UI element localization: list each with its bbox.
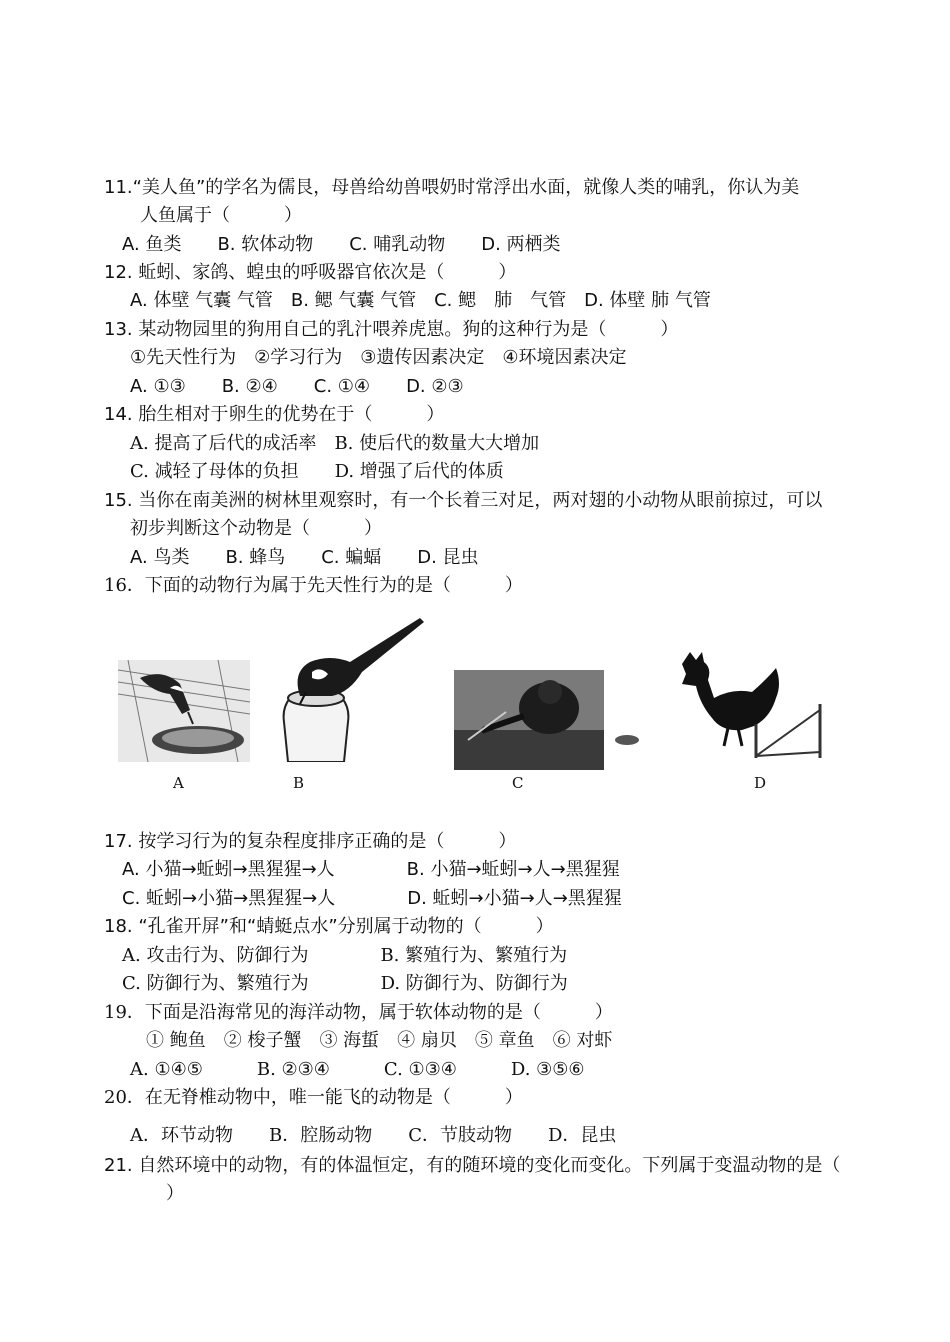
question-13-items: ①先天性行为 ②学习行为 ③遗传因素决定 ④环境因素决定 [130, 347, 627, 368]
question-18-options-row2: C. 防御行为、繁殖行为 D. 防御行为、防御行为 [122, 973, 568, 994]
question-20-text: 20．在无脊椎动物中，唯一能飞的动物是（ ） [104, 1087, 523, 1108]
bird-bottle-illustration [270, 612, 426, 762]
question-15-text: 15. 当你在南美洲的树林里观察时，有一个长着三对足，两对翅的小动物从眼前掠过，可以 [104, 490, 823, 511]
question-17-options-row2: C. 蚯蚓→小猫→黑猩猩→人 D. 蚯蚓→小猫→人→黑猩猩 [122, 888, 622, 909]
question-18-text: 18. “孔雀开屏”和“蜻蜓点水”分别属于动物的（ ） [104, 916, 554, 937]
question-12-options: A. 体壁 气囊 气管 B. 鳃 气囊 气管 C. 鳃 肺 气管 D. 体壁 肺 气管 [130, 290, 711, 311]
question-11-options: A. 鱼类 B. 软体动物 C. 哺乳动物 D. 两栖类 [122, 234, 561, 255]
chimpanzee-illustration [454, 670, 604, 770]
question-13-options: A. ①③ B. ②④ C. ①④ D. ②③ [130, 376, 464, 397]
question-14-options-row2: C. 减轻了母体的负担 D. 增强了后代的体质 [130, 461, 504, 482]
question-19-options: A. ①④⑤ B. ②③④ C. ①③④ D. ③⑤⑥ [130, 1059, 585, 1080]
food-bowl-icon [614, 732, 640, 746]
figure-b-bird-bottle [270, 612, 426, 762]
question-11-text-cont: 人鱼属于（ ） [140, 205, 302, 226]
question-11-text: 11.“美人鱼”的学名为儒艮，母兽给幼兽喂奶时常浮出水面，就像人类的哺乳，你认为美 [104, 177, 800, 198]
rooster-illustration [672, 648, 832, 764]
question-15-text-cont: 初步判断这个动物是（ ） [130, 518, 382, 539]
question-15-options: A. 鸟类 B. 蜂鸟 C. 蝙蝠 D. 昆虫 [130, 547, 479, 568]
figure-d-rooster [672, 648, 832, 764]
figure-c-label: C [512, 774, 524, 792]
question-13-text: 13. 某动物园里的狗用自己的乳汁喂养虎崽。狗的这种行为是（ ） [104, 319, 679, 340]
question-19-items: ① 鲍鱼 ② 梭子蟹 ③ 海蜇 ④ 扇贝 ⑤ 章鱼 ⑥ 对虾 [146, 1030, 613, 1051]
question-17-text: 17. 按学习行为的复杂程度排序正确的是（ ） [104, 831, 517, 852]
figure-b-label: B [293, 774, 305, 792]
question-18-options-row1: A. 攻击行为、防御行为 B. 繁殖行为、繁殖行为 [122, 945, 568, 966]
question-16-text: 16．下面的动物行为属于先天性行为的是（ ） [104, 575, 523, 596]
question-21-text-cont: ） [166, 1183, 184, 1204]
figure-d-label: D [754, 774, 767, 792]
question-12-text: 12. 蚯蚓、家鸽、蝗虫的呼吸器官依次是（ ） [104, 262, 517, 283]
question-21-text: 21. 自然环境中的动物，有的体温恒定，有的随环境的变化而变化。下列属于变温动物的是（ [104, 1155, 841, 1176]
question-14-text: 14. 胎生相对于卵生的优势在于（ ） [104, 404, 445, 425]
figure-c-chimpanzee-tool [454, 670, 604, 770]
question-17-options-row1: A. 小猫→蚯蚓→黑猩猩→人 B. 小猫→蚯蚓→人→黑猩猩 [122, 859, 620, 880]
bird-bowl-illustration [118, 660, 250, 762]
question-14-options-row1: A. 提高了后代的成活率 B. 使后代的数量大大增加 [130, 433, 540, 454]
figure-a-bird-bowl [118, 660, 250, 762]
figure-a-label: A [173, 774, 184, 792]
question-19-text: 19．下面是沿海常见的海洋动物，属于软体动物的是（ ） [104, 1002, 613, 1023]
question-20-options: A．环节动物 B．腔肠动物 C．节肢动物 D．昆虫 [130, 1125, 617, 1146]
